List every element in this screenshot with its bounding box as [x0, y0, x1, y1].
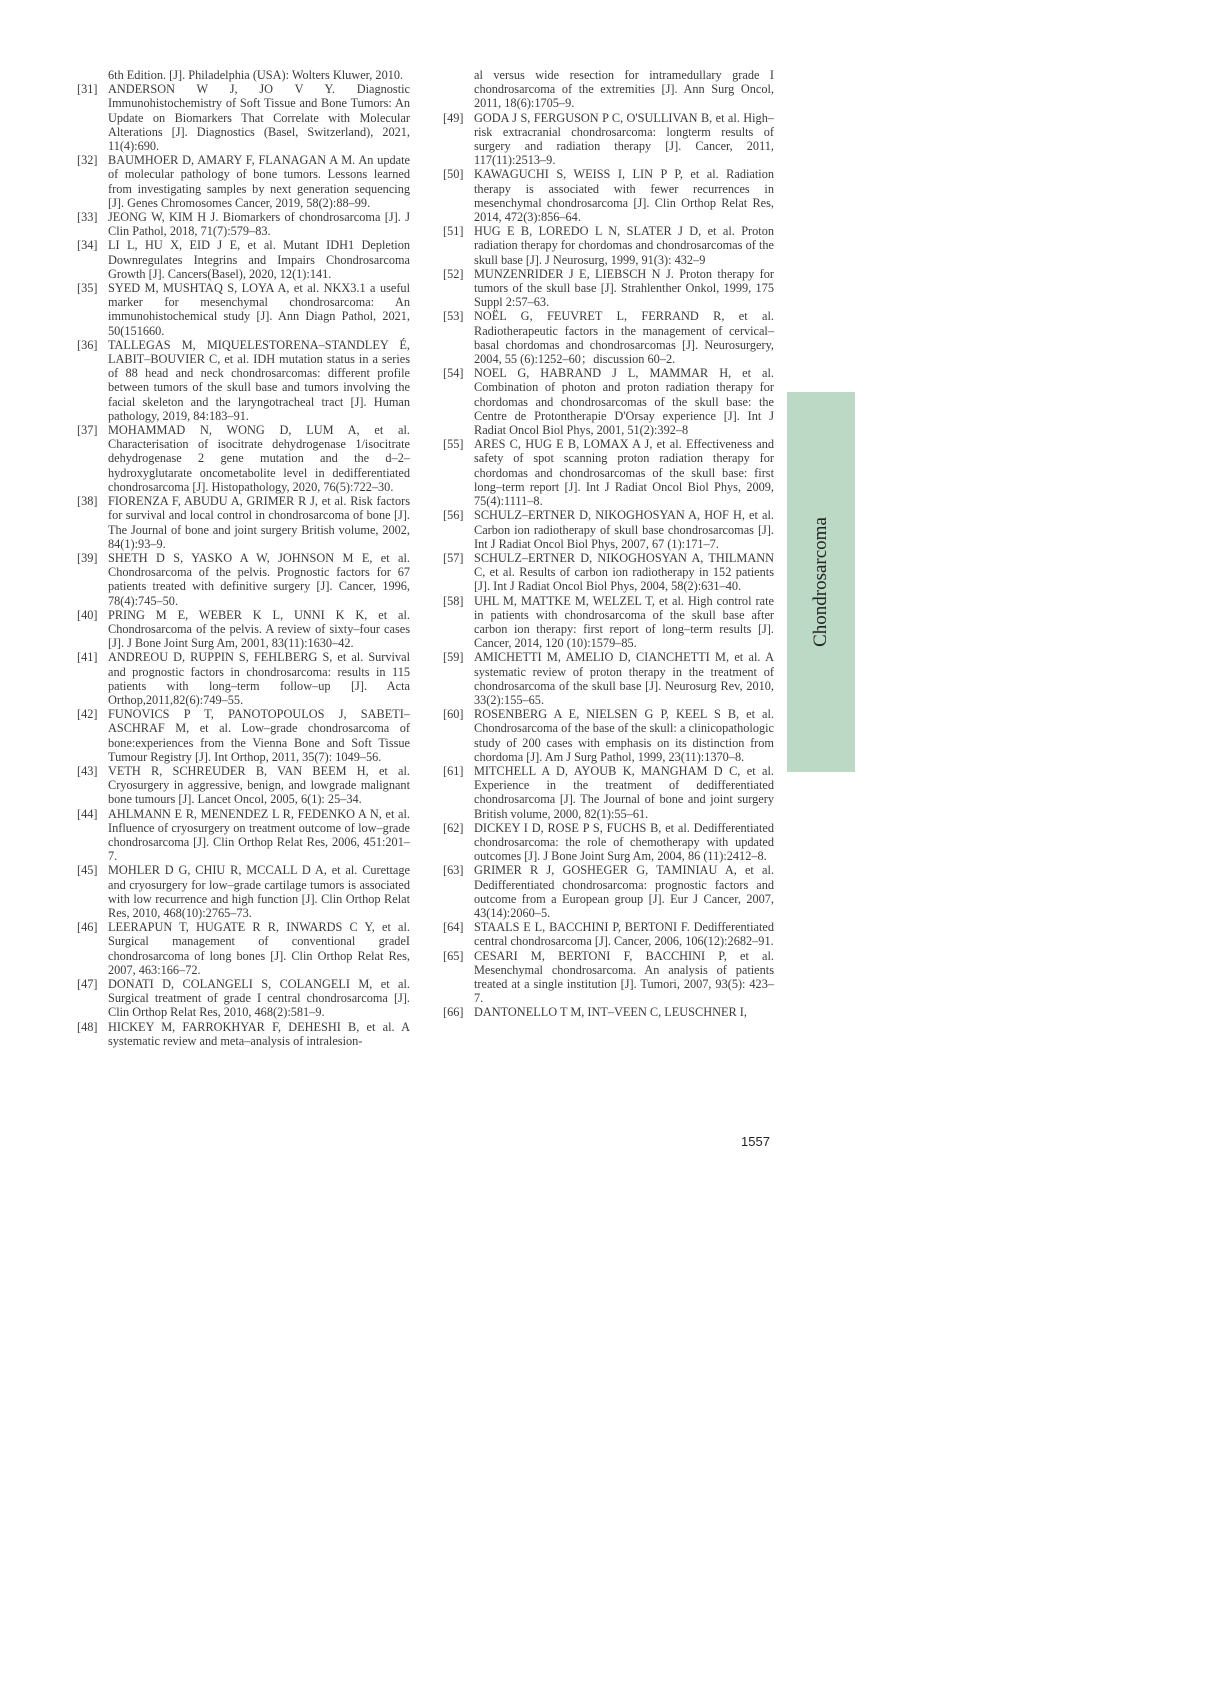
- reference-text: STAALS E L, BACCHINI P, BERTONI F. Dedifferentiated central chondrosarcoma [J]. Cancer, 2006, 106(12):2682–91.: [474, 920, 774, 949]
- reference-number: [36]: [77, 337, 98, 352]
- reference-number: [31]: [77, 82, 98, 97]
- reference-entry: [77, 977, 410, 1020]
- reference-continuation: al versus wide resection for intramedullary grade I chondrosarcoma of the extremities [J]. Ann Surg Oncol, 2011, 18(6):1705–9.: [474, 68, 774, 111]
- reference-number: [60]: [443, 707, 464, 722]
- reference-text: LI L, HU X, EID J E, et al. Mutant IDH1 Depletion Downregulates Integrins and Impairs Chondrosarcoma Growth [J]. Cancers(Basel), 2020, 12(1):141.: [108, 238, 410, 281]
- reference-number: [45]: [77, 863, 98, 878]
- reference-number: [49]: [443, 110, 464, 125]
- reference-number: [54]: [443, 366, 464, 381]
- reference-text: SHETH D S, YASKO A W, JOHNSON M E, et al. Chondrosarcoma of the pelvis. Prognostic factors for 67 patients treated with definitive surgery [J]. Cancer, 1996, 78(4):745–50.: [108, 550, 410, 608]
- reference-text: GODA J S, FERGUSON P C, O'SULLIVAN B, et al. High–risk extracranial chondrosarcoma: longterm results of surgery and radiation therapy [J]. Cancer, 2011, 117(11):2513–9.: [474, 110, 774, 168]
- reference-number: [37]: [77, 423, 98, 438]
- reference-number: [61]: [443, 763, 464, 778]
- reference-text: NOEL G, HABRAND J L, MAMMAR H, et al. Combination of photon and proton radiation therapy for chordomas and chondrosarcomas of the skull base: the Centre de Protontherapie D'Orsay experience [J]. Int J Radiat Oncol Biol Phys, 2001, 51(2):392–8: [474, 366, 774, 438]
- reference-entry: [443, 366, 774, 437]
- reference-text: MOHAMMAD N, WONG D, LUM A, et al. Characterisation of isocitrate dehydrogenase 1/isocitrate dehydrogenase 2 gene mutation and the d–2–hydroxyglutarate oncometabolite level in dedifferentiated chondrosarcoma [J]. Histopathology, 2020, 76(5):722–30.: [108, 423, 410, 494]
- reference-text: FUNOVICS P T, PANOTOPOULOS J, SABETI–ASCHRAF M, et al. Low–grade chondrosarcoma of bone:experiences from the Vienna Bone and Soft Tissue Tumour Registry [J]. Int Orthop, 2011, 35(7): 1049–56.: [108, 707, 410, 764]
- reference-entry: [77, 608, 410, 651]
- reference-text: DANTONELLO T M, INT–VEEN C, LEUSCHNER I,: [474, 1005, 747, 1020]
- reference-number: [35]: [77, 281, 98, 296]
- page-number: 1557: [741, 1134, 770, 1149]
- reference-number: [53]: [443, 309, 464, 324]
- reference-text: UHL M, MATTKE M, WELZEL T, et al. High control rate in patients with chondrosarcoma of the skull base after carbon ion therapy: first report of long–term results [J]. Cancer, 2014, 120 (10):1579–85.: [474, 593, 774, 651]
- reference-list-right: [443, 111, 774, 1020]
- reference-text: PRING M E, WEBER K L, UNNI K K, et al. Chondrosarcoma of the pelvis. A review of sixty–four cases [J]. J Bone Joint Surg Am, 2001, 83(11):1630–42.: [108, 607, 410, 651]
- reference-number: [40]: [77, 607, 98, 622]
- reference-entry: [443, 309, 774, 366]
- reference-number: [55]: [443, 437, 464, 452]
- reference-text: VETH R, SCHREUDER B, VAN BEEM H, et al. Cryosurgery in aggressive, benign, and lowgrade malignant bone tumours [J]. Lancet Oncol, 2005, 6(1): 25–34.: [108, 763, 410, 807]
- reference-number: [32]: [77, 153, 98, 168]
- reference-entry: [77, 707, 410, 764]
- reference-entry: [443, 167, 774, 224]
- reference-text: SCHULZ–ERTNER D, NIKOGHOSYAN A, THILMANN C, et al. Results of carbon ion radiotherapy in 152 patients [J]. Int J Radiat Oncol Biol Phys, 2004, 58(2):631–40.: [474, 550, 774, 594]
- reference-entry: [443, 111, 774, 168]
- reference-text: DICKEY I D, ROSE P S, FUCHS B, et al. Dedifferentiated chondrosarcoma: the role of chemotherapy with updated outcomes [J]. J Bone Joint Surg Am, 2004, 86 (11):2412–8.: [474, 820, 774, 864]
- reference-entry: [443, 764, 774, 821]
- reference-entry: [443, 949, 774, 1006]
- reference-text: MITCHELL A D, AYOUB K, MANGHAM D C, et al. Experience in the treatment of dedifferentiated chondrosarcoma [J]. The Journal of bone and joint surgery British volume, 2000, 82(1):55–61.: [474, 763, 774, 821]
- reference-text: JEONG W, KIM H J. Biomarkers of chondrosarcoma [J]. J Clin Pathol, 2018, 71(7):579–83.: [108, 210, 410, 239]
- reference-entry: [77, 238, 410, 281]
- reference-number: [43]: [77, 763, 98, 778]
- reference-entry: [443, 821, 774, 864]
- reference-entry: [443, 508, 774, 551]
- reference-entry: [77, 210, 410, 238]
- reference-entry: [77, 494, 410, 551]
- reference-text: AHLMANN E R, MENENDEZ L R, FEDENKO A N, et al. Influence of cryosurgery on treatment outcome of low–grade chondrosarcoma [J]. Clin Orthop Relat Res, 2006, 451:201–7.: [108, 806, 410, 864]
- reference-entry: [443, 551, 774, 594]
- reference-number: [63]: [443, 863, 464, 878]
- reference-number: [41]: [77, 650, 98, 665]
- reference-entry: [443, 707, 774, 764]
- reference-number: [50]: [443, 167, 464, 182]
- reference-number: [56]: [443, 508, 464, 523]
- reference-entry: [77, 281, 410, 338]
- reference-text: AMICHETTI M, AMELIO D, CIANCHETTI M, et al. A systematic review of proton therapy in the treatment of chondrosarcoma of the skull base [J]. Neurosurg Rev, 2010, 33(2):155–65.: [474, 650, 774, 707]
- reference-entry: [77, 920, 410, 977]
- section-label: Chondrosarcoma: [810, 517, 831, 647]
- reference-number: [38]: [77, 494, 98, 509]
- reference-entry: [443, 920, 774, 948]
- reference-text: SYED M, MUSHTAQ S, LOYA A, et al. NKX3.1 a useful marker for mesenchymal chondrosarcoma: An immunohistochemical study [J]. Ann Diagn Pathol, 2021, 50(151660.: [108, 281, 410, 338]
- reference-text: ANDREOU D, RUPPIN S, FEHLBERG S, et al. Survival and prognostic factors in chondrosarcoma: results in 115 patients with long–term follow–up [J]. Acta Orthop,2011,82(6):749–55.: [108, 650, 410, 707]
- reference-text: DONATI D, COLANGELI S, COLANGELI M, et al. Surgical treatment of grade I central chondrosarcoma [J]. Clin Orthop Relat Res, 2010, 468(2):581–9.: [108, 977, 410, 1020]
- reference-text: CESARI M, BERTONI F, BACCHINI P, et al. Mesenchymal chondrosarcoma. An analysis of patients treated at a single institution [J]. Tumori, 2007, 93(5): 423–7.: [474, 948, 774, 1006]
- reference-number: [64]: [443, 920, 464, 935]
- reference-entry: [443, 863, 774, 920]
- reference-entry: [77, 551, 410, 608]
- reference-number: [59]: [443, 650, 464, 665]
- reference-text: BAUMHOER D, AMARY F, FLANAGAN A M. An update of molecular pathology of bone tumors. Lessons learned from investigating samples by next generation sequencing [J]. Genes Chromosomes Cancer, 2019, 58(2):88–99.: [108, 153, 410, 210]
- reference-text: NOËL G, FEUVRET L, FERRAND R, et al. Radiotherapeutic factors in the management of cervical–basal chordomas and chondrosarcomas [J]. Neurosurgery, 2004, 55 (6):1252–60；discussion 60–2.: [474, 309, 774, 367]
- reference-text: MUNZENRIDER J E, LIEBSCH N J. Proton therapy for tumors of the skull base [J]. Strahlenther Onkol, 1999, 175 Suppl 2:57–63.: [474, 266, 774, 310]
- reference-entry: [443, 594, 774, 651]
- section-side-tab: [787, 392, 855, 772]
- reference-number: [62]: [443, 820, 464, 835]
- reference-text: ROSENBERG A E, NIELSEN G P, KEEL S B, et al. Chondrosarcoma of the base of the skull: a clinicopathologic study of 200 cases with emphasis on its distinction from chordoma [J]. Am J Surg Pathol, 1999, 23(11):1370–8.: [474, 707, 774, 764]
- reference-text: SCHULZ–ERTNER D, NIKOGHOSYAN A, HOF H, et al. Carbon ion radiotherapy of skull base chondrosarcomas [J]. Int J Radiat Oncol Biol Phys, 2007, 67 (1):171–7.: [474, 508, 774, 551]
- right-reference-column: [443, 68, 774, 1020]
- reference-entry: [77, 764, 410, 807]
- reference-entry: [77, 650, 410, 707]
- reference-text: HUG E B, LOREDO L N, SLATER J D, et al. Proton radiation therapy for chordomas and chondrosarcomas of the skull base [J]. J Neurosurg, 1999, 91(3): 432–9: [474, 224, 774, 267]
- reference-number: [33]: [77, 210, 98, 225]
- reference-text: HICKEY M, FARROKHYAR F, DEHESHI B, et al. A systematic review and meta–analysis of intralesion-: [108, 1019, 410, 1048]
- reference-list-left: [77, 82, 410, 1048]
- reference-text: GRIMER R J, GOSHEGER G, TAMINIAU A, et al. Dedifferentiated chondrosarcoma: prognostic factors and outcome from a European group [J]. Eur J Cancer, 2007, 43(14):2060–5.: [474, 863, 774, 920]
- reference-number: [44]: [77, 806, 98, 821]
- reference-number: [57]: [443, 550, 464, 565]
- reference-text: TALLEGAS M, MIQUELESTORENA–STANDLEY É, LABIT–BOUVIER C, et al. IDH mutation status in a series of 88 head and neck chondrosarcomas: different profile between tumors of the skull base and tumors involving the facial skeleton and the laryngotracheal tract [J]. Human pathology, 2019, 84:183–91.: [108, 337, 410, 423]
- reference-text: KAWAGUCHI S, WEISS I, LIN P P, et al. Radiation therapy is associated with fewer recurrences in mesenchymal chondrosarcoma [J]. Clin Orthop Relat Res, 2014, 472(3):856–64.: [474, 167, 774, 225]
- reference-number: [58]: [443, 593, 464, 608]
- reference-entry: [77, 153, 410, 210]
- reference-number: [39]: [77, 550, 98, 565]
- reference-text: MOHLER D G, CHIU R, MCCALL D A, et al. Curettage and cryosurgery for low–grade cartilage tumors is associated with low recurrence and high function [J]. Clin Orthop Relat Res, 2010, 468(10):2765–73.: [108, 863, 410, 920]
- reference-number: [42]: [77, 707, 98, 722]
- reference-entry: [77, 338, 410, 423]
- reference-text: FIORENZA F, ABUDU A, GRIMER R J, et al. Risk factors for survival and local control in chondrosarcoma of bone [J]. The Journal of bone and joint surgery British volume, 2002, 84(1):93–9.: [108, 494, 410, 551]
- reference-number: [51]: [443, 224, 464, 239]
- reference-number: [65]: [443, 948, 464, 963]
- left-reference-column: [77, 68, 410, 1048]
- reference-text: ARES C, HUG E B, LOMAX A J, et al. Effectiveness and safety of spot scanning proton radiation therapy for chordomas and chondrosarcomas of the skull base: first long–term report [J]. Int J Radiat Oncol Biol Phys, 2009, 75(4):1111–8.: [474, 437, 774, 509]
- reference-number: [52]: [443, 266, 464, 281]
- reference-entry: [443, 224, 774, 267]
- reference-number: [47]: [77, 977, 98, 991]
- reference-number: [34]: [77, 238, 98, 253]
- reference-entry: [443, 650, 774, 707]
- reference-entry: [77, 1020, 410, 1048]
- reference-number: [46]: [77, 920, 98, 935]
- reference-text: ANDERSON W J, JO V Y. Diagnostic Immunohistochemistry of Soft Tissue and Bone Tumors: An Update on Biomarkers That Correlate with Molecular Alterations [J]. Diagnostics (Basel, Switzerland), 2021, 11(4):690.: [108, 82, 410, 154]
- reference-entry: [77, 82, 410, 153]
- reference-entry: [443, 267, 774, 310]
- reference-entry: [77, 807, 410, 864]
- reference-number: [48]: [77, 1019, 98, 1034]
- reference-entry: [443, 437, 774, 508]
- reference-entry: [77, 423, 410, 494]
- reference-entry: [77, 863, 410, 920]
- reference-continuation: 6th Edition. [J]. Philadelphia (USA): Wolters Kluwer, 2010.: [108, 68, 404, 82]
- reference-text: LEERAPUN T, HUGATE R R, INWARDS C Y, et al. Surgical management of conventional gradeI chondrosarcoma of long bones [J]. Clin Orthop Relat Res, 2007, 463:166–72.: [108, 920, 410, 977]
- reference-entry: [443, 1005, 774, 1019]
- reference-number: [66]: [443, 1005, 464, 1020]
